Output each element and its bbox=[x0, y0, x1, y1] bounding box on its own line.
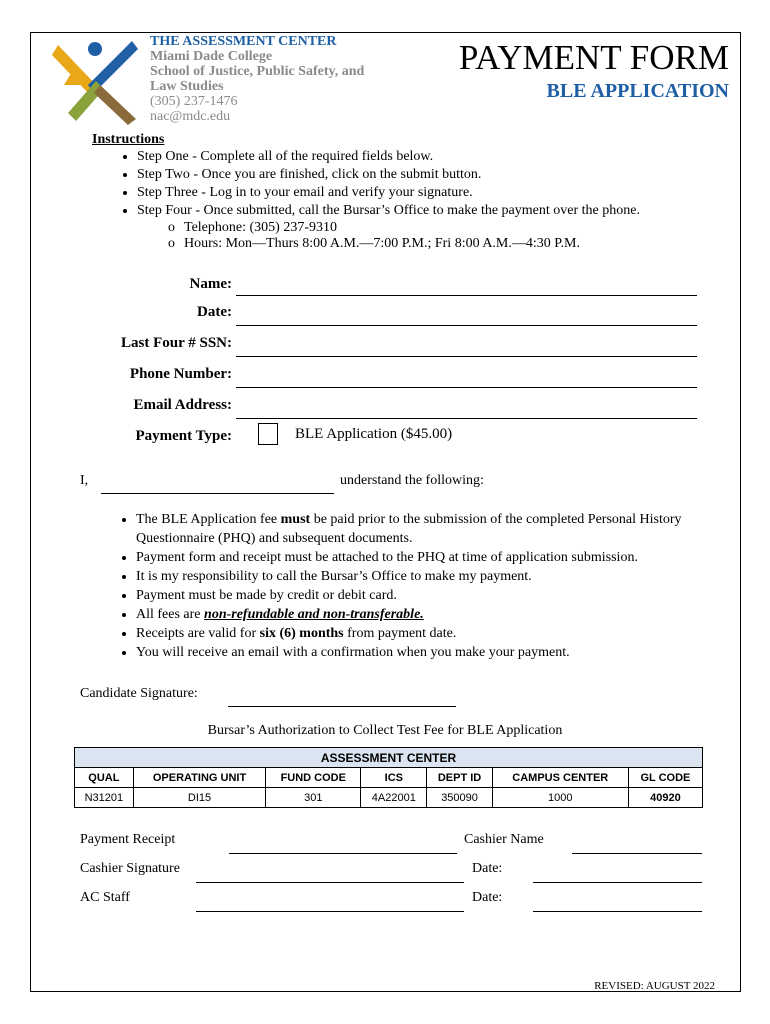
cashier-name-label: Cashier Name bbox=[464, 832, 544, 847]
term-text: be paid prior to the submission of the completed Personal History Questionnaire (PHQ) and subsequent documents. bbox=[136, 512, 682, 546]
table-cell: 301 bbox=[266, 788, 361, 808]
bursar-hours: o Hours: Mon—Thurs 8:00 A.M.—7:00 P.M.; Fri 8:00 A.M.—4:30 P.M. bbox=[184, 236, 732, 252]
table-cell: 350090 bbox=[427, 788, 492, 808]
column-header: ICS bbox=[361, 768, 427, 788]
term-item: • You will receive an email with a confirmation when you make your payment. bbox=[136, 643, 706, 662]
table-header-row bbox=[75, 768, 703, 788]
instruction-steps bbox=[92, 148, 732, 220]
ble-application-option: BLE Application ($45.00) bbox=[295, 426, 453, 442]
phone-label: Phone Number: bbox=[129, 366, 232, 382]
table-title: ASSESSMENT CENTER bbox=[75, 748, 703, 768]
term-text: Receipts are valid for bbox=[136, 626, 260, 641]
term-item: • Payment form and receipt must be attached to the PHQ at time of application submission. bbox=[136, 548, 706, 567]
table-cell: 1000 bbox=[492, 788, 628, 808]
payment-receipt-label: Payment Receipt bbox=[80, 832, 176, 847]
name-field[interactable] bbox=[236, 295, 697, 296]
assessment-center-table bbox=[74, 747, 703, 808]
column-header: DEPT ID bbox=[427, 768, 492, 788]
name-label: Name: bbox=[189, 276, 232, 292]
term-text: All fees are bbox=[136, 607, 205, 622]
ac-staff-date-field[interactable] bbox=[533, 911, 702, 912]
cashier-name-field[interactable] bbox=[572, 853, 702, 854]
term-emphasis: must bbox=[280, 512, 311, 527]
organization-block bbox=[150, 34, 364, 124]
revised-date: REVISED: AUGUST 2022 bbox=[594, 980, 715, 992]
ssn-field[interactable] bbox=[236, 356, 697, 357]
column-header: QUAL bbox=[75, 768, 134, 788]
cashier-signature-field[interactable] bbox=[196, 882, 464, 883]
understand-prefix: I, bbox=[80, 473, 89, 488]
term-emphasis: non-refundable and non-transferable. bbox=[204, 607, 424, 622]
cashier-signature-label: Cashier Signature bbox=[80, 861, 180, 876]
date-label: Date: bbox=[197, 304, 232, 320]
term-item: • It is my responsibility to call the Bursar’s Office to make my payment. bbox=[136, 567, 706, 586]
bursar-caption: Bursar’s Authorization to Collect Test Fee for BLE Application bbox=[207, 723, 563, 738]
phone-field[interactable] bbox=[236, 387, 697, 388]
org-email: nac@mdc.edu bbox=[150, 109, 231, 124]
column-header: OPERATING UNIT bbox=[133, 768, 266, 788]
ssn-label: Last Four # SSN: bbox=[121, 335, 232, 351]
column-header: CAMPUS CENTER bbox=[492, 768, 628, 788]
candidate-signature-label: Candidate Signature: bbox=[80, 686, 198, 701]
form-title-block bbox=[459, 38, 729, 103]
email-label: Email Address: bbox=[133, 397, 232, 413]
ble-application-checkbox[interactable] bbox=[258, 423, 278, 445]
column-header: GL CODE bbox=[628, 768, 702, 788]
date-label-1: Date: bbox=[472, 861, 503, 876]
payment-type-label: Payment Type: bbox=[135, 428, 232, 444]
understand-suffix: understand the following: bbox=[340, 473, 484, 488]
school-line-2: Law Studies bbox=[150, 79, 224, 94]
instruction-step: • Step Three - Log in to your email and verify your signature. bbox=[137, 184, 732, 202]
term-text: from payment date. bbox=[343, 626, 457, 641]
org-phone: (305) 237-1476 bbox=[150, 94, 238, 109]
term-text: The BLE Application fee bbox=[136, 512, 281, 527]
bursar-telephone: o Telephone: (305) 237-9310 bbox=[184, 220, 732, 236]
ac-staff-label: AC Staff bbox=[80, 890, 130, 905]
instruction-step: • Step Two - Once you are finished, click on the submit button. bbox=[137, 166, 732, 184]
cashier-date-field[interactable] bbox=[533, 882, 702, 883]
term-item bbox=[136, 605, 706, 624]
instruction-step: • Step One - Complete all of the required fields below. bbox=[137, 148, 732, 166]
org-name: THE ASSESSMENT CENTER bbox=[150, 34, 337, 49]
table-cell: DI15 bbox=[133, 788, 266, 808]
table-cell: 4A22001 bbox=[361, 788, 427, 808]
form-subtitle: BLE APPLICATION bbox=[546, 80, 729, 102]
school-line-1: School of Justice, Public Safety, and bbox=[150, 64, 365, 79]
date-label-2: Date: bbox=[472, 890, 503, 905]
bursar-contact-list bbox=[160, 220, 732, 252]
table-cell: N31201 bbox=[75, 788, 134, 808]
terms-list bbox=[112, 510, 706, 662]
payment-receipt-field[interactable] bbox=[229, 853, 457, 854]
email-field[interactable] bbox=[236, 418, 697, 419]
instruction-step: • Step Four - Once submitted, call the Bursar’s Office to make the payment over the phone. bbox=[137, 202, 732, 220]
college-name: Miami Dade College bbox=[150, 49, 273, 64]
date-field[interactable] bbox=[236, 325, 697, 326]
candidate-signature-field[interactable] bbox=[228, 706, 456, 707]
ac-staff-field[interactable] bbox=[196, 911, 464, 912]
form-title: PAYMENT FORM bbox=[458, 38, 729, 77]
term-item bbox=[136, 510, 706, 548]
table-cell: 40920 bbox=[628, 788, 702, 808]
term-emphasis: six (6) months bbox=[259, 626, 344, 641]
assessment-center-logo bbox=[50, 35, 140, 125]
table-row bbox=[75, 788, 703, 808]
understand-name-field[interactable] bbox=[101, 493, 334, 494]
term-item bbox=[136, 624, 706, 643]
term-item: • Payment must be made by credit or debit card. bbox=[136, 586, 706, 605]
instructions bbox=[92, 132, 732, 252]
column-header: FUND CODE bbox=[266, 768, 361, 788]
instructions-heading: Instructions bbox=[92, 132, 165, 147]
